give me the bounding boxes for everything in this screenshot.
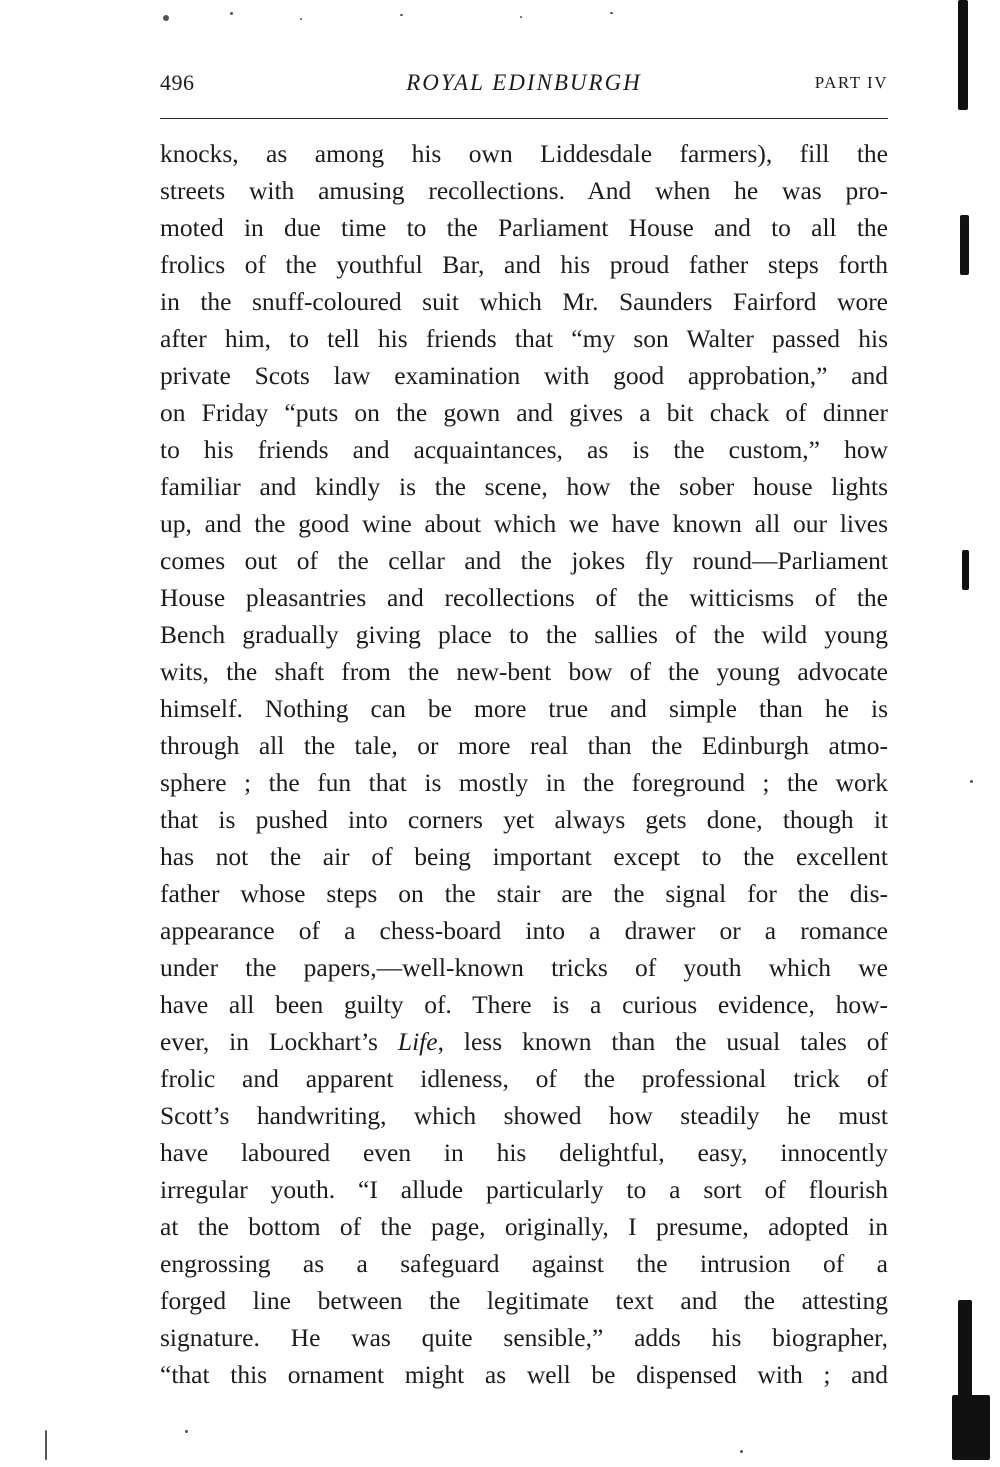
- text-line: House pleasantries and recollections of the witticisms of the: [160, 583, 888, 612]
- text-line: appearance of a chess-board into a drawer or a romance: [160, 916, 888, 945]
- text-line: comes out of the cellar and the jokes fly round—Parliament: [160, 546, 888, 575]
- text-line: that is pushed into corners yet always gets done, though it: [160, 805, 888, 834]
- text-line: at the bottom of the page, originally, I presume, adopted in: [160, 1212, 888, 1241]
- scan-edge-mark: [952, 1395, 990, 1460]
- scan-speck: [400, 14, 403, 16]
- scan-speck: [520, 16, 522, 18]
- scan-edge-mark: [960, 215, 969, 275]
- text-line: familiar and kindly is the scene, how the sober house lights: [160, 472, 888, 501]
- scan-speck: [185, 1430, 188, 1433]
- scan-speck: [970, 780, 973, 783]
- text-line: himself. Nothing can be more true and simple than he is: [160, 694, 888, 723]
- text-line-with-italic: [160, 1023, 888, 1060]
- text-line: moted in due time to the Parliament House and to all the: [160, 213, 888, 242]
- text-line: Bench gradually giving place to the sallies of the wild young: [160, 620, 888, 649]
- text-line: frolic and apparent idleness, of the professional trick of: [160, 1064, 888, 1093]
- text-line: have all been guilty of. There is a curious evidence, how-: [160, 990, 888, 1019]
- text-line: knocks, as among his own Liddesdale farmers), fill the: [160, 139, 888, 168]
- part-label: PART IV: [814, 73, 888, 92]
- scan-edge-mark: [958, 0, 968, 110]
- text-line: under the papers,—well-known tricks of youth which we: [160, 953, 888, 982]
- text-line: to his friends and acquaintances, as is the custom,” how: [160, 435, 888, 464]
- text-line: father whose steps on the stair are the signal for the dis-: [160, 879, 888, 908]
- text-line: “that this ornament might as well be dispensed with ; and: [160, 1360, 888, 1389]
- running-title: ROYAL EDINBURGH: [406, 70, 642, 95]
- text-segment: ever, in Lockhart’s: [160, 1027, 398, 1056]
- text-line: forged line between the legitimate text and the attesting: [160, 1286, 888, 1315]
- page-number: 496: [160, 70, 195, 95]
- italic-book-title: Life: [397, 1027, 438, 1056]
- text-line: on Friday “puts on the gown and gives a bit chack of dinner: [160, 398, 888, 427]
- text-line: sphere ; the fun that is mostly in the foreground ; the work: [160, 768, 888, 797]
- running-header: [160, 70, 888, 110]
- scan-edge-mark: [962, 550, 969, 590]
- scan-speck: [610, 12, 613, 14]
- text-line: have laboured even in his delightful, easy, innocently: [160, 1138, 888, 1167]
- text-line: engrossing as a safeguard against the intrusion of a: [160, 1249, 888, 1278]
- text-line: up, and the good wine about which we have known all our lives: [160, 509, 888, 538]
- text-line: private Scots law examination with good approbation,” and: [160, 361, 888, 390]
- text-line: has not the air of being important except to the excellent: [160, 842, 888, 871]
- scan-speck: [230, 12, 233, 15]
- header-rule: [160, 118, 888, 119]
- text-line: signature. He was quite sensible,” adds his biographer,: [160, 1323, 888, 1352]
- text-line: after him, to tell his friends that “my son Walter passed his: [160, 324, 888, 353]
- text-line: frolics of the youthful Bar, and his proud father steps forth: [160, 250, 888, 279]
- text-line: streets with amusing recollections. And when he was pro-: [160, 176, 888, 205]
- text-line: through all the tale, or more real than the Edinburgh atmo-: [160, 731, 888, 760]
- scan-speck: [45, 1430, 47, 1460]
- text-line: wits, the shaft from the new-bent bow of the young advocate: [160, 657, 888, 686]
- body-text: [160, 135, 888, 1393]
- scan-edge-mark: [958, 1300, 972, 1400]
- scan-speck: [740, 1450, 743, 1453]
- text-line: in the snuff-coloured suit which Mr. Saunders Fairford wore: [160, 287, 888, 316]
- scan-speck: [163, 15, 169, 21]
- text-line: Scott’s handwriting, which showed how steadily he must: [160, 1101, 888, 1130]
- text-line: irregular youth. “I allude particularly to a sort of flourish: [160, 1175, 888, 1204]
- text-segment: , less known than the usual tales of: [437, 1027, 888, 1056]
- scan-speck: [300, 18, 302, 20]
